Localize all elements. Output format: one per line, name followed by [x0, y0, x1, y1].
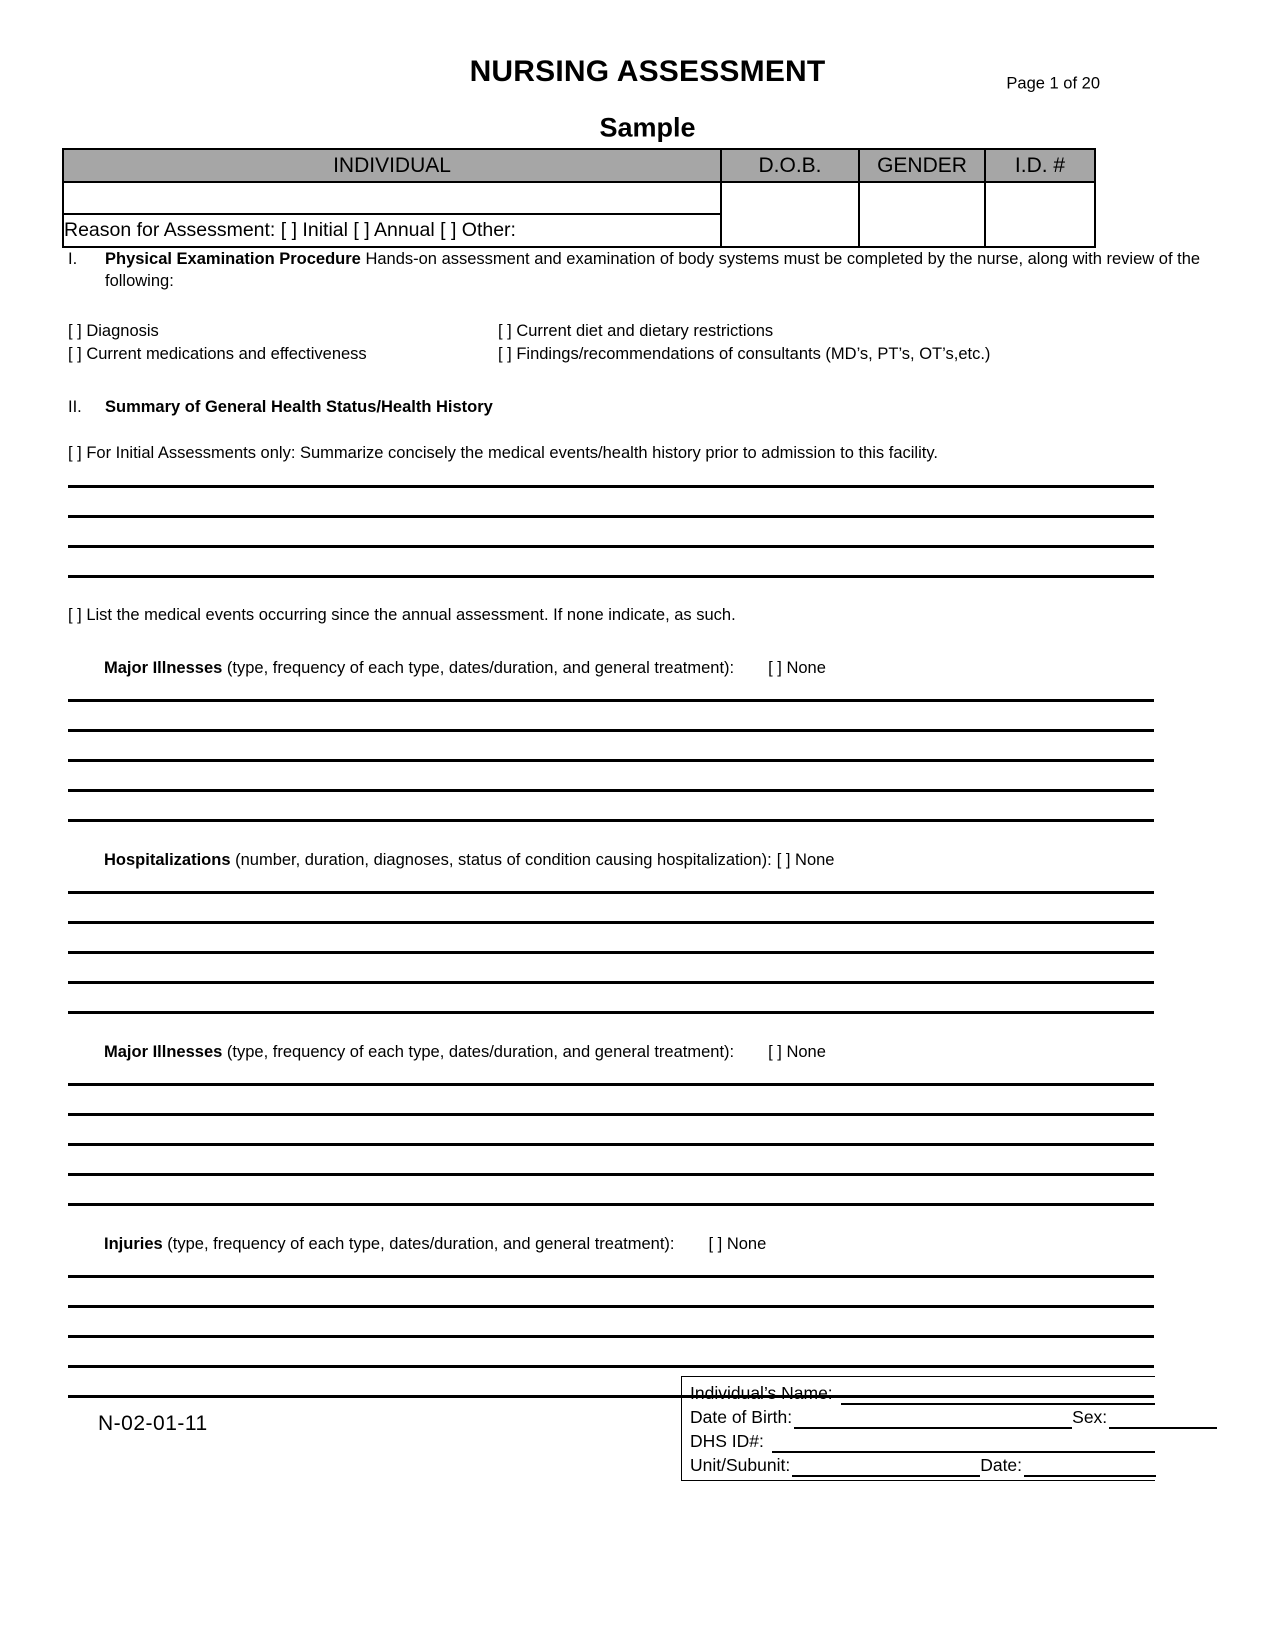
column-header-gender: GENDER: [859, 149, 985, 182]
writing-line[interactable]: [68, 1203, 1154, 1206]
footer-label-dob: Date of Birth:: [690, 1407, 793, 1427]
section-numeral-2: II.: [68, 398, 82, 416]
writing-line[interactable]: [68, 819, 1154, 822]
page-title: NURSING ASSESSMENT: [469, 55, 826, 88]
writing-lines-major-illnesses-2[interactable]: [0, 1083, 1275, 1206]
writing-lines-initial-summary[interactable]: [0, 485, 1275, 578]
section-2-heading: Summary of General Health Status/Health History: [105, 398, 493, 416]
footer-input-name[interactable]: [841, 1386, 1155, 1405]
reason-for-assessment-cell[interactable]: Reason for Assessment: [ ] Initial [ ] Annual [ ] Other:: [63, 214, 721, 247]
table-header-row: [63, 149, 1095, 182]
footer-field-dhs-id: [690, 1429, 1155, 1453]
page-indicator: Page 1 of 20: [1006, 74, 1100, 93]
dob-input-cell[interactable]: [721, 182, 859, 247]
note-initial-assessments[interactable]: [ ] For Initial Assessments only: Summarize concisely the medical events/health history prior to admission to this facility.: [68, 444, 938, 462]
column-header-id: I.D. #: [985, 149, 1095, 182]
individual-identity-table: [62, 148, 1096, 248]
section-physical-examination: [0, 248, 1275, 292]
section-health-summary: [0, 396, 1275, 418]
review-items-left-column: [68, 320, 498, 366]
footer-input-date[interactable]: [1024, 1458, 1156, 1477]
checkbox-item-current-diet[interactable]: [ ] Current diet and dietary restrictions: [498, 322, 774, 340]
writing-line[interactable]: [68, 575, 1154, 578]
column-header-individual: INDIVIDUAL: [63, 149, 721, 182]
checkbox-item-current-medications[interactable]: [ ] Current medications and effectiveness: [68, 345, 367, 363]
field-rest-label: (type, frequency of each type, dates/duration, and general treatment):: [162, 1235, 675, 1253]
footer-input-dhs-id[interactable]: [772, 1434, 1155, 1453]
page-header: [0, 0, 1275, 143]
checkbox-none-major-illnesses-2[interactable]: [ ] None: [768, 1043, 826, 1061]
footer-label-date: Date:: [980, 1455, 1023, 1475]
section-2-text: [105, 396, 1215, 418]
section-1-text: [105, 248, 1215, 292]
form-code: N-02-01-11: [98, 1412, 208, 1435]
footer-field-date-of-birth: [690, 1405, 1155, 1429]
field-bold-label: Major Illnesses: [104, 1043, 223, 1061]
gender-input-cell[interactable]: [859, 182, 985, 247]
field-label-major-illnesses-2: [0, 1041, 1275, 1063]
footer-label-sex: Sex:: [1072, 1407, 1108, 1427]
individual-info-footer-box: [681, 1376, 1155, 1481]
page-subtitle: Sample: [599, 112, 696, 143]
table-row: [63, 182, 1095, 214]
review-items-right-column: [498, 320, 1215, 366]
note-list-medical-events[interactable]: [ ] List the medical events occurring since the annual assessment. If none indicate, as such.: [68, 606, 736, 624]
writing-lines-hospitalizations[interactable]: [0, 891, 1275, 1014]
checkbox-item-diagnosis[interactable]: [ ] Diagnosis: [68, 322, 159, 340]
footer-field-individual-name: [690, 1381, 1155, 1405]
section-numeral-1: I.: [68, 250, 78, 268]
field-bold-label: Major Illnesses: [104, 659, 223, 677]
footer-input-sex[interactable]: [1109, 1410, 1217, 1429]
field-rest-label: (type, frequency of each type, dates/duration, and general treatment):: [222, 1043, 735, 1061]
writing-line[interactable]: [68, 1011, 1154, 1014]
footer-input-unit-subunit[interactable]: [792, 1458, 980, 1477]
footer-label-unit-subunit: Unit/Subunit:: [690, 1455, 791, 1475]
footer-label-name: Individual’s Name:: [690, 1383, 833, 1403]
checkbox-none-major-illnesses-1[interactable]: [ ] None: [768, 659, 826, 677]
section-1-heading: Physical Examination Procedure: [105, 250, 361, 268]
review-items-list: [0, 320, 1275, 366]
checkbox-item-consultant-findings[interactable]: [ ] Findings/recommendations of consultants (MD’s, PT’s, OT’s,etc.): [498, 345, 991, 363]
field-rest-label: (number, duration, diagnoses, status of condition causing hospitalization):: [230, 851, 772, 869]
writing-lines-major-illnesses-1[interactable]: [0, 699, 1275, 822]
field-label-major-illnesses-1: [0, 657, 1275, 679]
footer-input-dob[interactable]: [794, 1410, 1072, 1429]
field-bold-label: Injuries: [104, 1235, 163, 1253]
id-input-cell[interactable]: [985, 182, 1095, 247]
checkbox-none-hospitalizations[interactable]: [ ] None: [776, 851, 835, 869]
field-label-hospitalizations: [0, 849, 1275, 871]
field-bold-label: Hospitalizations: [104, 851, 231, 869]
field-label-injuries: [0, 1233, 1275, 1255]
section-1-body: Hands-on assessment and examination of body systems must be completed by the nurse, along with review of the following:: [105, 250, 1201, 290]
column-header-dob: D.O.B.: [721, 149, 859, 182]
footer-field-unit-subunit: [690, 1453, 1155, 1477]
individual-name-input-cell[interactable]: [63, 182, 721, 214]
footer-label-dhs-id: DHS ID#:: [690, 1431, 764, 1451]
checkbox-none-injuries[interactable]: [ ] None: [708, 1235, 767, 1253]
field-rest-label: (type, frequency of each type, dates/duration, and general treatment):: [222, 659, 735, 677]
form-body: [0, 248, 1275, 1398]
